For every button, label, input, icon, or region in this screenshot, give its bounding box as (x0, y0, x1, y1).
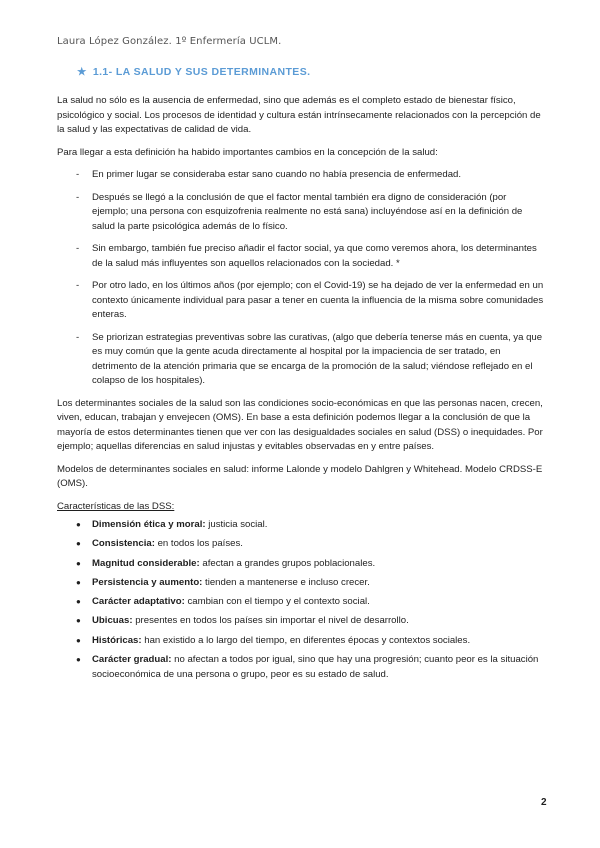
item-desc: en todos los países. (154, 538, 243, 550)
item-term: Históricas: (92, 634, 142, 646)
list-item: - Después se llegó a la conclusión de que el factor mental también era digno de consideración (por ejemplo; una persona con esquizofrenia realmente no está sana) incluyéndose así en la definición de salud la parte psicológica además de lo físico. (57, 191, 545, 235)
list-item (57, 576, 545, 591)
item-term: Ubicuas: (92, 615, 133, 627)
list-item (57, 653, 545, 683)
list-item: - En primer lugar se consideraba estar sano cuando no había presencia de enfermedad. (57, 168, 545, 183)
item-desc: tienden a mantenerse e incluso crecer. (202, 576, 370, 588)
item-term: Magnitud considerable: (92, 557, 200, 569)
item-desc: cambian con el tiempo y el contexto social. (184, 596, 370, 608)
document-body (57, 94, 545, 687)
item-term: Persistencia y aumento: (92, 576, 203, 588)
determinants-paragraph: Los determinantes sociales de la salud son las condiciones socio-económicas en que las personas nacen, crecen, viven, educan, trabajan y envejecen (OMS). En base a esta definición podemos llegar a la conclusión de que la mayoría de estos determinantes tienen que ver con las desigualdades sociales en salud (DSS) o inequidades. Por ejemplo; aquellas diferencias en salud injustas y evitables observadas en y entre países. (57, 397, 543, 452)
item-desc: han existido a lo largo del tiempo, en diferentes épocas y contextos sociales. (141, 634, 471, 646)
item-desc: justicia social. (205, 519, 268, 530)
item-desc: no afectan a todos por igual, sino que hay una progresión; cuanto peor es la situación socioeconómica de una persona o grupo, peor es su estado de salud. (92, 654, 539, 680)
list-item (57, 557, 545, 572)
section-heading-text: 1.1- LA SALUD Y SUS DETERMINANTES. (92, 66, 311, 78)
list-item (57, 518, 545, 533)
page-header: Laura López González. 1º Enfermería UCLM. (57, 36, 282, 47)
item-term: Consistencia: (92, 538, 155, 550)
section-heading (77, 66, 310, 78)
intro-paragraph: La salud no sólo es la ausencia de enfermedad, sino que además es el completo estado de bienestar físico, psicológico y social. Los procesos de identidad y cultura están intrínsecamente relacionados con la percepción de la salud y las expectativas de calidad de vida. (57, 95, 541, 135)
item-term: Carácter gradual: (92, 654, 172, 666)
item-desc: afectan a grandes grupos poblacionales. (199, 557, 376, 569)
item-term: Carácter adaptativo: (92, 596, 185, 608)
list-item: - Se priorizan estrategias preventivas sobre las curativas, (algo que debería tenerse más en cuenta, ya que es muy común que la gente acuda directamente al hospital por la impaciencia de ser tratado, en detrimento de la atención primaria que se encarga de la promoción de la salud; viéndose reflejado en el colapso de los hospitales). (57, 331, 545, 389)
star-icon: ★ (77, 66, 87, 78)
list-item (57, 595, 545, 610)
item-term: Dimensión ética y moral: (92, 519, 206, 530)
list-item (57, 537, 545, 552)
changes-list (57, 168, 545, 389)
list-item (57, 614, 545, 629)
list-item: - Sin embargo, también fue preciso añadir el factor social, ya que como veremos ahora, los determinantes de la salud más influyentes son aquellos relacionados con la sociedad. * (57, 242, 545, 271)
page-number: 2 (541, 797, 547, 808)
dss-list (57, 518, 545, 683)
list-item (57, 634, 545, 649)
list-item: - Por otro lado, en los últimos años (por ejemplo; con el Covid-19) se ha dejado de ver la enfermedad en un contexto únicamente individual para pasar a tener en cuenta la influencia de la misma sobre comunidades enteras. (57, 279, 545, 323)
item-desc: presentes en todos los países sin importar el nivel de desarrollo. (132, 615, 409, 627)
dss-title: Características de las DSS: (57, 500, 175, 512)
models-paragraph: Modelos de determinantes sociales en salud: informe Lalonde y modelo Dahlgren y Whitehead. Modelo CRDSS-E (OMS). (57, 463, 543, 489)
changes-paragraph: Para llegar a esta definición ha habido importantes cambios en la concepción de la salud: (57, 146, 438, 158)
